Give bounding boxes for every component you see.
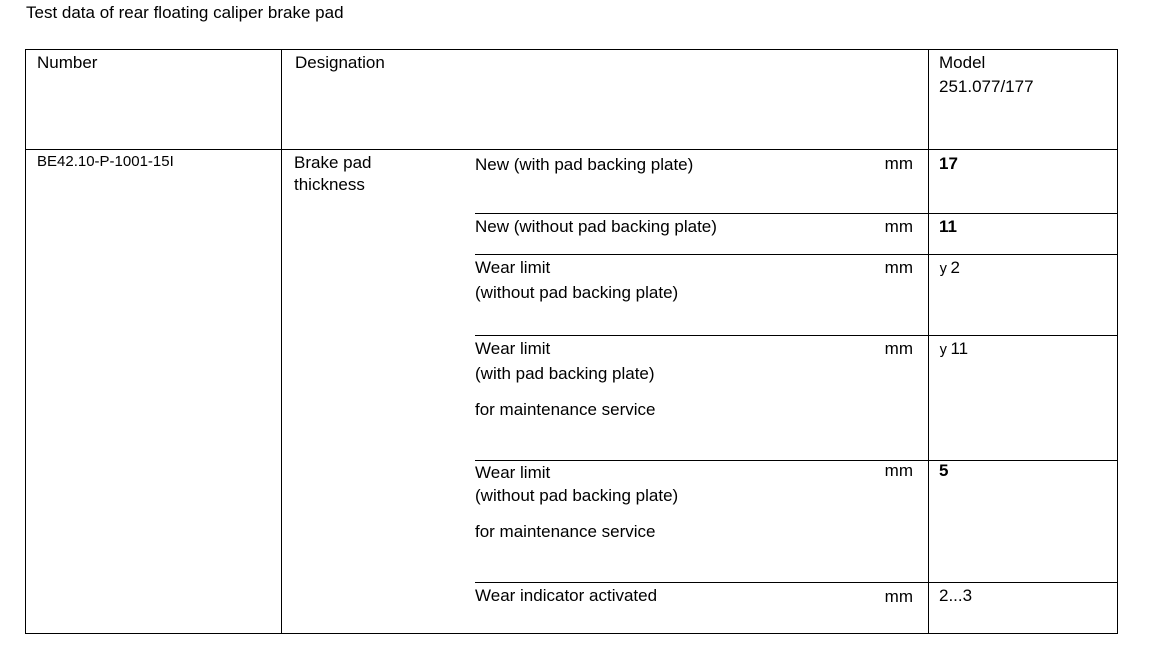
header-designation: Designation: [295, 53, 385, 72]
item-description: Wear indicator activated: [475, 586, 658, 605]
designation-line-1: Brake pad: [294, 153, 372, 172]
item-divider: [475, 254, 1117, 255]
item-description-note: for maintenance service: [475, 400, 656, 419]
item-description: Wear limit: [475, 339, 551, 358]
item-description: New (with pad backing plate): [475, 155, 694, 174]
item-unit: mm: [884, 461, 913, 480]
less-equal-symbol: y: [939, 261, 948, 277]
item-value: 5: [939, 461, 949, 480]
item-description-detail: (without pad backing plate): [475, 283, 679, 302]
item-unit: mm: [884, 154, 913, 173]
item-value: [939, 337, 968, 362]
test-data-table: [25, 49, 1118, 634]
item-description: Wear limit: [475, 258, 551, 277]
item-unit: mm: [884, 587, 913, 606]
item-value: 17: [939, 154, 958, 173]
item-unit: mm: [884, 258, 913, 277]
header-number: Number: [37, 53, 98, 72]
item-divider: [475, 582, 1117, 583]
item-value: 2...3: [939, 586, 973, 605]
column-divider-model: [928, 50, 929, 633]
column-divider-designation: [281, 50, 282, 633]
item-divider: [475, 335, 1117, 336]
item-value: [939, 256, 960, 281]
item-value-number: 11: [950, 339, 969, 358]
designation-line-2: thickness: [294, 175, 365, 194]
item-description-detail: (with pad backing plate): [475, 364, 655, 383]
item-description-detail: (without pad backing plate): [475, 486, 679, 505]
item-description: New (without pad backing plate): [475, 217, 717, 236]
item-description: Wear limit: [475, 463, 551, 482]
header-model-number: 251.077/177: [939, 77, 1034, 96]
header-model: Model: [939, 53, 986, 72]
item-divider: [475, 213, 1117, 214]
item-unit: mm: [884, 339, 913, 358]
row-number: BE42.10-P-1001-15I: [37, 153, 174, 170]
less-equal-symbol: y: [939, 342, 948, 358]
item-description-note: for maintenance service: [475, 522, 656, 541]
header-divider: [26, 149, 1117, 150]
item-unit: mm: [884, 217, 913, 236]
item-value-number: 2: [950, 258, 960, 277]
item-value: 11: [939, 217, 957, 236]
item-divider: [475, 460, 1117, 461]
document-title: Test data of rear floating caliper brake pad: [26, 3, 344, 22]
